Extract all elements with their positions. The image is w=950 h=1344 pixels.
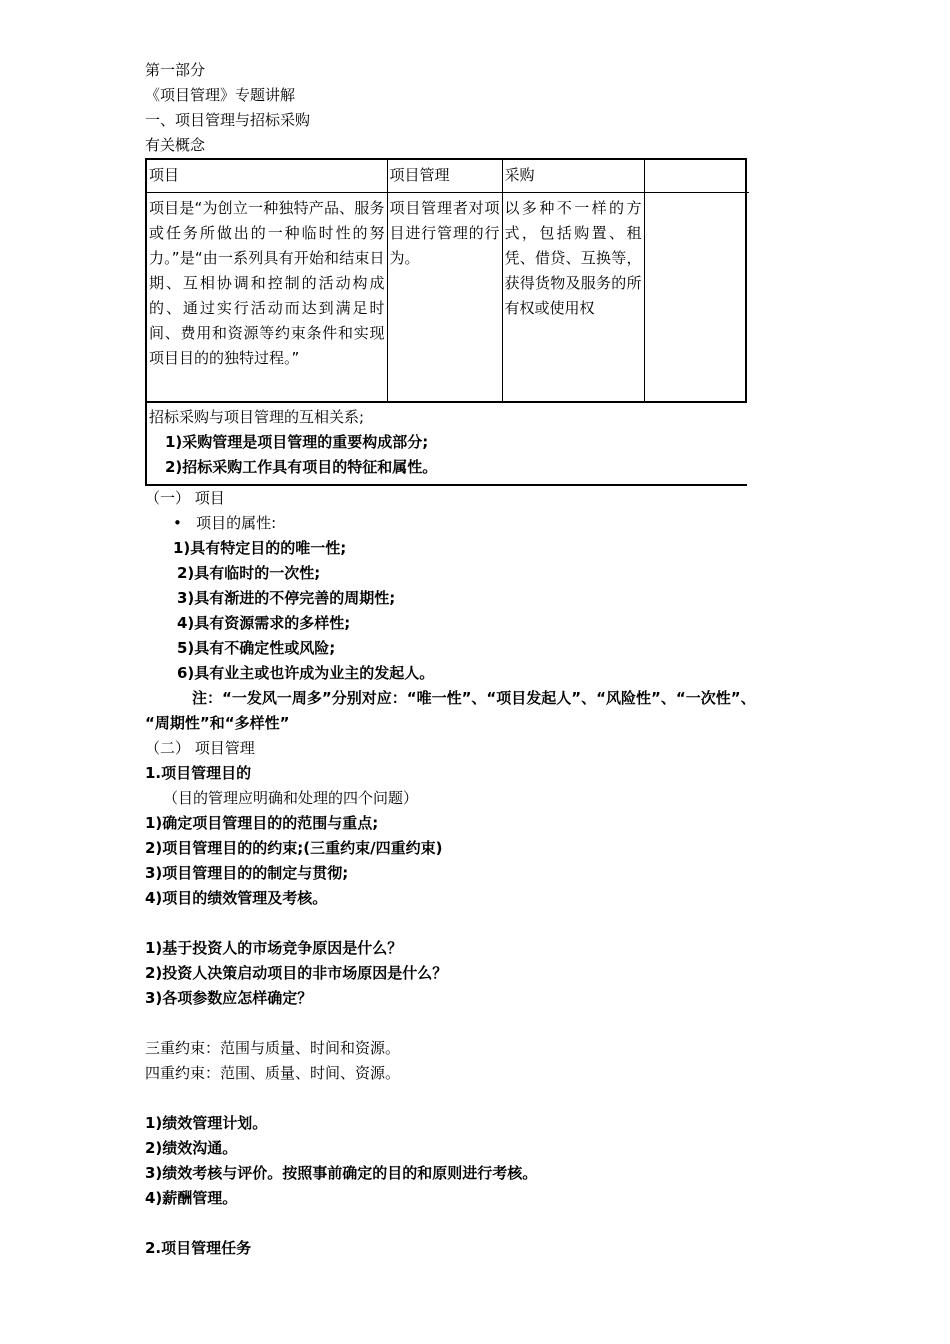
subheading: 1.项目管理目的 xyxy=(145,764,252,782)
note-line: “周期性”和“多样性” xyxy=(145,714,290,732)
spacer xyxy=(145,1211,885,1236)
relation-box xyxy=(145,401,747,486)
table-header-cell: 项目管理 xyxy=(387,160,502,193)
table-cell: 项目管理者对项目进行管理的行为。 xyxy=(387,193,502,402)
concept-table-frame xyxy=(145,158,747,401)
concepts-label: 有关概念 xyxy=(145,136,206,154)
constraint-line: 三重约束：范围与质量、时间和资源。 xyxy=(145,1039,401,1057)
list-item: 4)薪酬管理。 xyxy=(145,1189,238,1207)
relation-title: 招标采购与项目管理的互相关系; xyxy=(149,408,365,426)
table-header-cell: 项目 xyxy=(147,160,387,193)
list-item: 2)项目管理目的的约束;(三重约束/四重约束) xyxy=(145,839,443,857)
subheading: 2.项目管理任务 xyxy=(145,1239,252,1257)
constraint-line: 四重约束：范围、质量、时间、资源。 xyxy=(145,1064,401,1082)
project-heading: （一） 项目 xyxy=(145,489,225,507)
table-cell: 项目是“为创立一种独特产品、服务或任务所做出的一种临时性的努力。”是“由一系列具有开始和结束日期、互相协调和控制的活动构成的、通过实行活动而达到满足时间、费用和资源等约束条件和实现项目目的的独特过程。” xyxy=(147,193,387,402)
list-item: 4)项目的绩效管理及考核。 xyxy=(145,889,328,907)
table-cell xyxy=(644,193,749,402)
pm-heading: （二） 项目管理 xyxy=(145,739,255,757)
spacer xyxy=(145,1011,885,1036)
bullet-label: 项目的属性: xyxy=(196,514,277,532)
spacer xyxy=(145,1086,885,1111)
list-item: 1)基于投资人的市场竞争原因是什么？ xyxy=(145,939,403,957)
list-item: 2)具有临时的一次性; xyxy=(177,564,321,582)
subheading-note: （目的管理应明确和处理的四个问题） xyxy=(163,789,419,807)
list-item: 1)具有特定目的的唯一性; xyxy=(173,539,347,557)
list-item: 4)具有资源需求的多样性; xyxy=(177,614,351,632)
table-header-row xyxy=(147,160,749,193)
list-item: 1)绩效管理计划。 xyxy=(145,1114,268,1132)
note-line: 注：“一发风一周多”分别对应：“唯一性”、“项目发起人”、“风险性”、“一次性”、 xyxy=(192,689,756,707)
table-header-cell xyxy=(644,160,749,193)
list-item: 2)投资人决策启动项目的非市场原因是什么？ xyxy=(145,964,448,982)
attribute-bullet xyxy=(145,511,885,536)
section-heading: 一、项目管理与招标采购 xyxy=(145,111,311,129)
list-item: 3)各项参数应怎样确定？ xyxy=(145,989,313,1007)
doc-title: 《项目管理》专题讲解 xyxy=(145,86,296,104)
table-row xyxy=(147,193,749,402)
list-item: 5)具有不确定性或风险; xyxy=(177,639,336,657)
list-item: 2)绩效沟通。 xyxy=(145,1139,238,1157)
list-item: 1)确定项目管理目的的范围与重点; xyxy=(145,814,379,832)
table-cell: 以多种不一样的方式，包括购置、租凭、借贷、互换等，获得货物及服务的所有权或使用权 xyxy=(502,193,644,402)
list-item: 3)项目管理目的的制定与贯彻; xyxy=(145,864,349,882)
relation-item: 2)招标采购工作具有项目的特征和属性。 xyxy=(165,458,438,476)
relation-item: 1)采购管理是项目管理的重要构成部分; xyxy=(165,433,429,451)
part-heading: 第一部分 xyxy=(145,61,206,79)
bullet-icon: • xyxy=(173,514,197,532)
list-item: 3)具有渐进的不停完善的周期性; xyxy=(177,589,396,607)
list-item: 3)绩效考核与评价。按照事前确定的目的和原则进行考核。 xyxy=(145,1164,538,1182)
document-page xyxy=(145,58,885,1261)
concept-table xyxy=(147,160,749,401)
spacer xyxy=(145,911,885,936)
list-item: 6)具有业主或也许成为业主的发起人。 xyxy=(177,664,435,682)
table-header-cell: 采购 xyxy=(502,160,644,193)
